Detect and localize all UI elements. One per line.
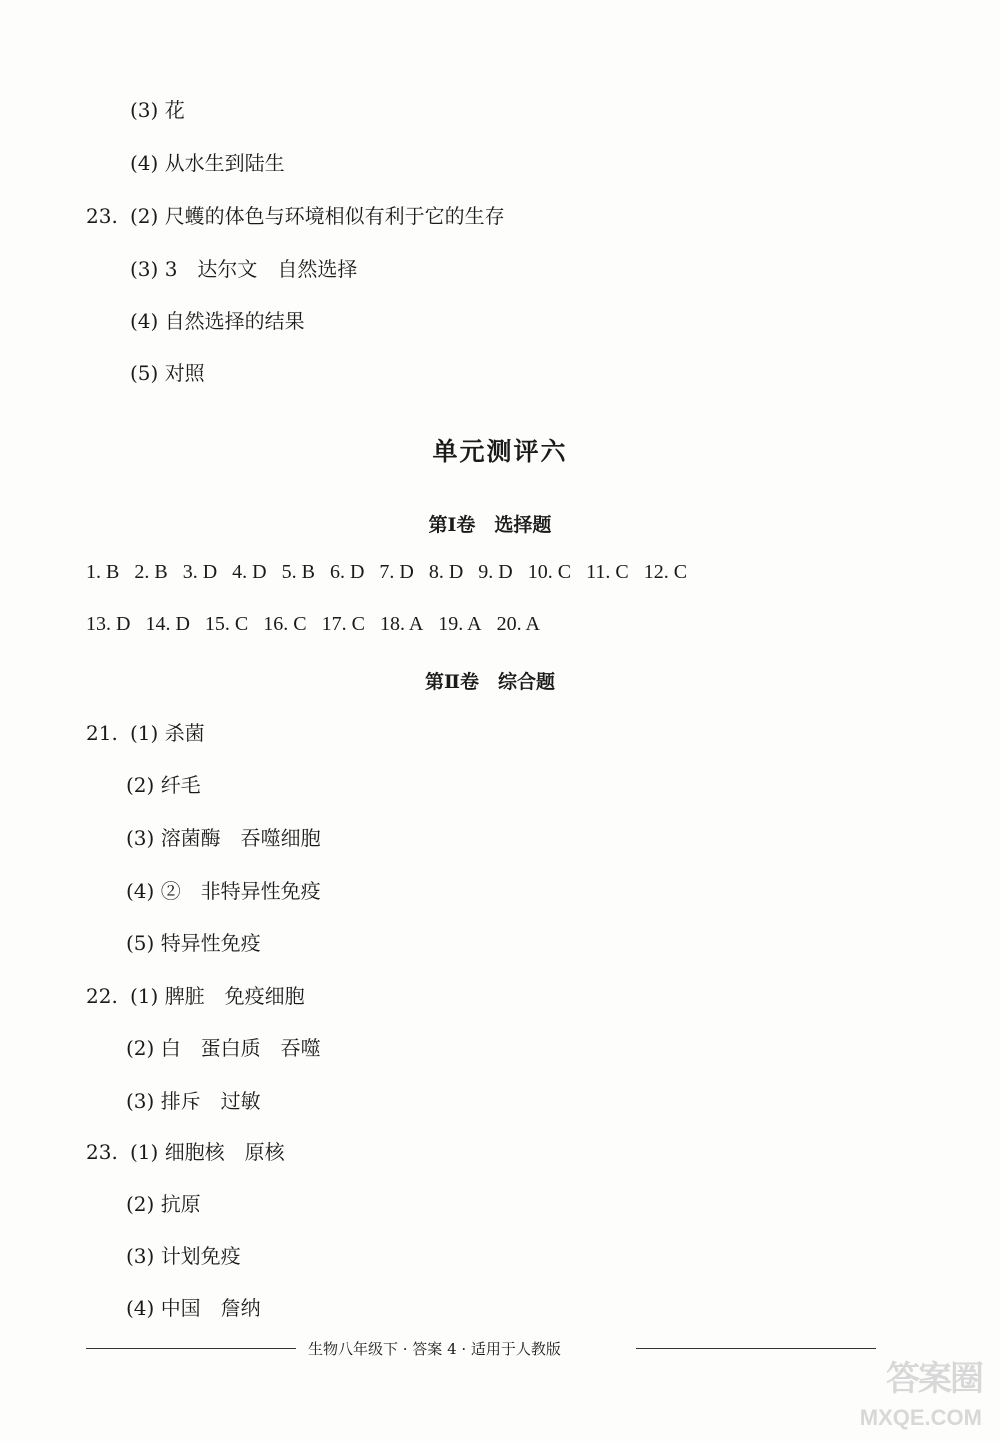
q23-line: (4) 中国 詹纳 [126, 1296, 261, 1320]
choice-answer: 16. C [263, 613, 307, 635]
choice-row-2 [86, 613, 550, 636]
choice-answer: 12. C [643, 561, 688, 583]
answer-line: (3) 3 达尔文 自然选择 [130, 257, 358, 281]
q22-line: (3) 排斥 过敏 [126, 1089, 261, 1113]
q23-line: (2) 抗原 [126, 1192, 201, 1216]
q21-line: (2) 纤毛 [126, 773, 201, 797]
choice-answer: 20. A [496, 613, 540, 635]
choice-answer: 15. C [204, 613, 249, 635]
choice-answer: 9. D [478, 561, 513, 583]
part1-title: 第Ⅰ卷 选择题 [428, 514, 552, 536]
q23-line: 23. (1) 细胞核 原核 [86, 1140, 285, 1164]
choice-answer: 1. B [86, 561, 120, 583]
footer-rule-right-line [636, 1348, 876, 1349]
choice-answer: 13. D [86, 613, 131, 635]
part2-title: 第Ⅱ卷 综合题 [424, 671, 555, 693]
choice-answer: 11. C [586, 561, 629, 583]
choice-answer: 2. B [134, 561, 168, 583]
watermark-site: MXQE.COM [859, 1405, 982, 1430]
choice-answer: 18. A [379, 613, 424, 635]
q21-line: (4) ② 非特异性免疫 [126, 879, 321, 903]
answer-line: (3) 花 [130, 98, 185, 122]
answer-line: (5) 对照 [130, 361, 205, 385]
choice-row-1 [86, 561, 697, 584]
footer-rule-left [86, 1348, 296, 1349]
page-footer [86, 1338, 636, 1358]
choice-answer: 4. D [232, 561, 267, 583]
q21-line: (5) 特异性免疫 [126, 931, 261, 955]
q22-line: 22. (1) 脾脏 免疫细胞 [86, 984, 305, 1008]
answer-line: 23. (2) 尺蠖的体色与环境相似有利于它的生存 [86, 204, 505, 228]
q21-line: (3) 溶菌酶 吞噬细胞 [126, 826, 321, 850]
choice-answer: 19. A [438, 613, 482, 635]
choice-answer: 3. D [182, 561, 218, 583]
choice-answer: 5. B [281, 561, 315, 583]
watermark-logo: 答案圈 [886, 1359, 982, 1399]
section-title: 单元测评六 [432, 437, 568, 466]
answer-line: (4) 从水生到陆生 [130, 151, 285, 175]
q23-line: (3) 计划免疫 [126, 1244, 241, 1268]
footer-text: 生物八年级下 · 答案 4 · 适用于人教版 [308, 1340, 561, 1358]
choice-answer: 8. D [428, 561, 464, 583]
choice-answer: 14. D [145, 613, 190, 635]
q21-line: 21. (1) 杀菌 [86, 721, 205, 745]
choice-answer: 6. D [329, 561, 365, 583]
choice-answer: 7. D [379, 561, 414, 583]
answer-line: (4) 自然选择的结果 [130, 309, 305, 333]
watermark [842, 1351, 982, 1431]
choice-answer: 10. C [527, 561, 572, 583]
choice-answer: 17. C [321, 613, 365, 635]
q22-line: (2) 白 蛋白质 吞噬 [126, 1036, 321, 1060]
